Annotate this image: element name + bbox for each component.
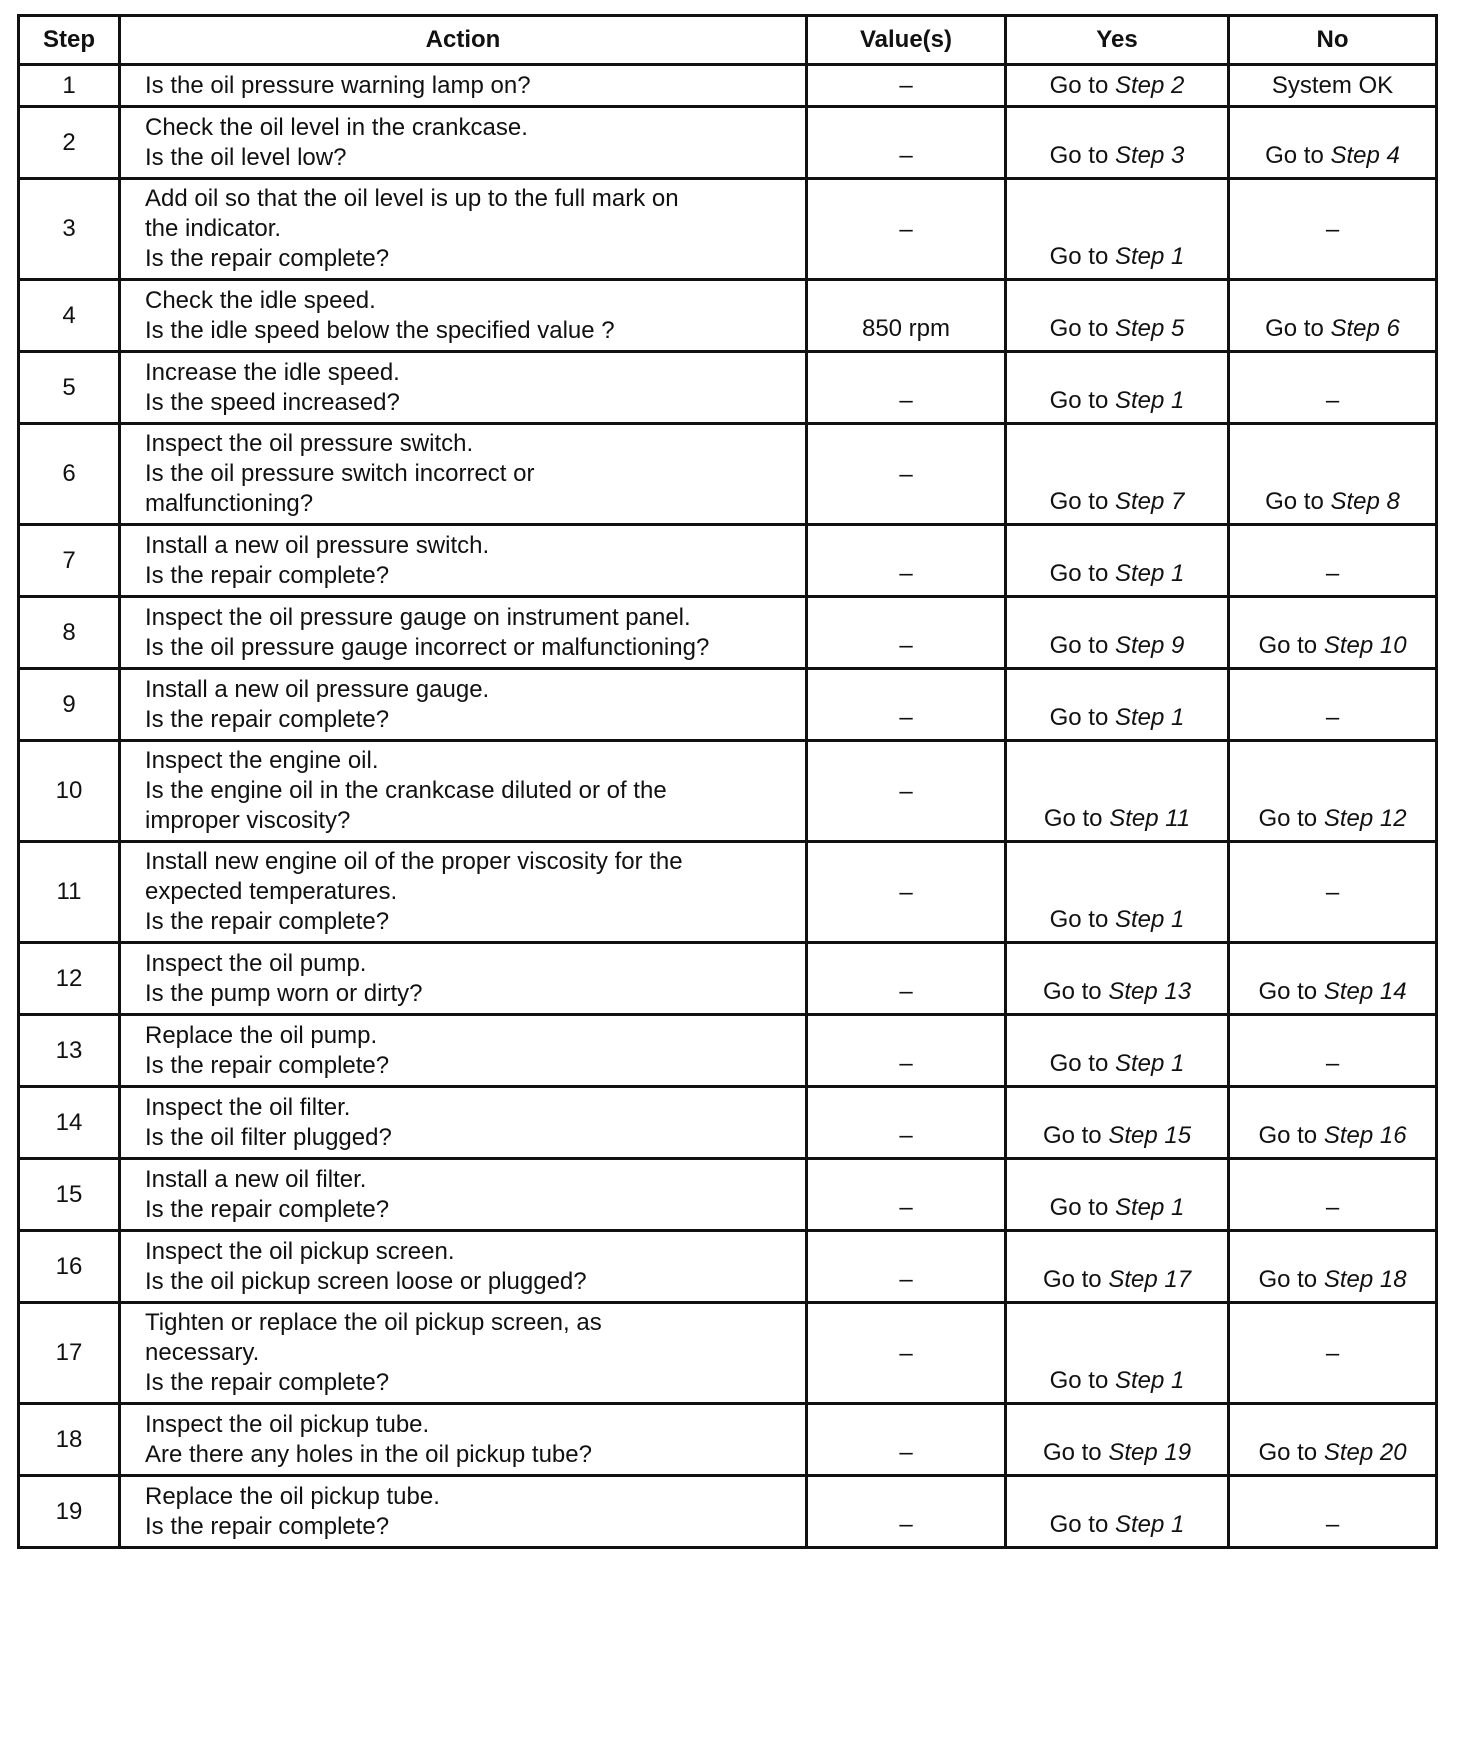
action-cell <box>120 597 807 669</box>
step-number: 3 <box>19 179 120 280</box>
yes-cell: Go to Step 17 <box>1006 1231 1229 1303</box>
step-number: 9 <box>19 669 120 741</box>
action-line: Inspect the oil pressure gauge on instrument panel. <box>145 603 691 631</box>
value-cell: – <box>807 597 1006 669</box>
action-cell <box>120 842 807 943</box>
table-row <box>19 424 1437 525</box>
action-line: Install a new oil pressure gauge. <box>145 675 490 703</box>
no-cell: Go to Step 10 <box>1229 597 1437 669</box>
value-cell: – <box>807 741 1006 842</box>
table-row <box>19 179 1437 280</box>
action-line: improper viscosity? <box>145 807 351 834</box>
step-number: 17 <box>19 1303 120 1404</box>
no-cell: Go to Step 4 <box>1229 107 1437 179</box>
no-cell: – <box>1229 352 1437 424</box>
table-row <box>19 280 1437 352</box>
no-cell: System OK <box>1229 65 1437 107</box>
step-number: 4 <box>19 280 120 352</box>
step-number: 6 <box>19 424 120 525</box>
action-cell <box>120 352 807 424</box>
action-line: Is the oil filter plugged? <box>145 1123 392 1151</box>
action-cell <box>120 741 807 842</box>
action-line: Is the oil pressure warning lamp on? <box>145 71 531 99</box>
action-line: Replace the oil pump. <box>145 1021 378 1049</box>
action-line: Is the repair complete? <box>145 1051 390 1079</box>
table-row <box>19 597 1437 669</box>
value-cell: – <box>807 1231 1006 1303</box>
yes-cell: Go to Step 3 <box>1006 107 1229 179</box>
table-row <box>19 1087 1437 1159</box>
action-line: Install a new oil pressure switch. <box>145 531 490 559</box>
no-cell: Go to Step 14 <box>1229 943 1437 1015</box>
table-row <box>19 1015 1437 1087</box>
table-row <box>19 943 1437 1015</box>
step-number: 8 <box>19 597 120 669</box>
action-line: Is the repair complete? <box>145 1512 390 1540</box>
action-cell <box>120 525 807 597</box>
yes-cell: Go to Step 1 <box>1006 1015 1229 1087</box>
action-line: Inspect the oil pressure switch. <box>145 430 474 457</box>
action-line: expected temperatures. <box>145 878 398 905</box>
value-cell: – <box>807 842 1006 943</box>
no-cell: Go to Step 20 <box>1229 1404 1437 1476</box>
yes-cell: Go to Step 1 <box>1006 1476 1229 1548</box>
no-cell: Go to Step 12 <box>1229 741 1437 842</box>
action-cell <box>120 179 807 280</box>
yes-cell: Go to Step 1 <box>1006 352 1229 424</box>
action-cell <box>120 280 807 352</box>
yes-cell: Go to Step 1 <box>1006 179 1229 280</box>
step-number: 18 <box>19 1404 120 1476</box>
action-line: Inspect the oil pickup screen. <box>145 1237 455 1265</box>
table-row <box>19 1404 1437 1476</box>
step-number: 5 <box>19 352 120 424</box>
action-line: Is the idle speed below the specified value ? <box>145 316 615 344</box>
no-cell: – <box>1229 1015 1437 1087</box>
table-row <box>19 352 1437 424</box>
table-row <box>19 525 1437 597</box>
action-cell <box>120 1303 807 1404</box>
table-body <box>19 65 1437 1548</box>
action-line: Increase the idle speed. <box>145 358 400 386</box>
action-cell <box>120 943 807 1015</box>
action-line: malfunctioning? <box>145 490 314 517</box>
step-number: 15 <box>19 1159 120 1231</box>
diagnostic-table <box>17 14 1438 1549</box>
action-cell <box>120 1159 807 1231</box>
header-no: No <box>1229 16 1437 65</box>
yes-cell: Go to Step 9 <box>1006 597 1229 669</box>
step-number: 1 <box>19 65 120 107</box>
value-cell: – <box>807 1159 1006 1231</box>
header-values: Value(s) <box>807 16 1006 65</box>
action-line: Tighten or replace the oil pickup screen, as <box>145 1309 602 1336</box>
value-cell: – <box>807 1015 1006 1087</box>
header-action: Action <box>120 16 807 65</box>
action-line: Is the engine oil in the crankcase diluted or of the <box>145 777 667 804</box>
yes-cell: Go to Step 1 <box>1006 669 1229 741</box>
step-number: 14 <box>19 1087 120 1159</box>
no-cell: – <box>1229 525 1437 597</box>
action-line: Inspect the engine oil. <box>145 747 379 774</box>
value-cell: – <box>807 525 1006 597</box>
yes-cell: Go to Step 5 <box>1006 280 1229 352</box>
value-cell: – <box>807 669 1006 741</box>
value-cell: – <box>807 1404 1006 1476</box>
action-line: Is the oil pickup screen loose or plugged? <box>145 1267 587 1295</box>
no-cell: Go to Step 8 <box>1229 424 1437 525</box>
action-line: Replace the oil pickup tube. <box>145 1482 440 1510</box>
table-row <box>19 1159 1437 1231</box>
action-line: Install a new oil filter. <box>145 1165 367 1193</box>
step-number: 19 <box>19 1476 120 1548</box>
action-line: Is the repair complete? <box>145 561 390 589</box>
yes-cell: Go to Step 1 <box>1006 1159 1229 1231</box>
header-step: Step <box>19 16 120 65</box>
action-line: Is the oil level low? <box>145 143 347 171</box>
yes-cell: Go to Step 2 <box>1006 65 1229 107</box>
yes-cell: Go to Step 1 <box>1006 842 1229 943</box>
action-cell <box>120 1231 807 1303</box>
action-line: Is the pump worn or dirty? <box>145 979 423 1007</box>
action-cell <box>120 65 807 107</box>
value-cell: 850 rpm <box>807 280 1006 352</box>
header-yes: Yes <box>1006 16 1229 65</box>
table-row <box>19 669 1437 741</box>
action-line: Inspect the oil pickup tube. <box>145 1410 430 1438</box>
action-line: Install new engine oil of the proper viscosity for the <box>145 848 683 875</box>
table-row <box>19 741 1437 842</box>
no-cell: – <box>1229 1303 1437 1404</box>
table-row <box>19 1303 1437 1404</box>
action-cell <box>120 107 807 179</box>
no-cell: Go to Step 18 <box>1229 1231 1437 1303</box>
yes-cell: Go to Step 1 <box>1006 1303 1229 1404</box>
action-line: Is the speed increased? <box>145 388 400 416</box>
action-line: Are there any holes in the oil pickup tube? <box>145 1440 592 1468</box>
table-row <box>19 1231 1437 1303</box>
step-number: 13 <box>19 1015 120 1087</box>
action-line: Check the idle speed. <box>145 286 376 314</box>
step-number: 7 <box>19 525 120 597</box>
no-cell: – <box>1229 179 1437 280</box>
action-line: Add oil so that the oil level is up to the full mark on <box>145 185 679 212</box>
value-cell: – <box>807 1087 1006 1159</box>
yes-cell: Go to Step 13 <box>1006 943 1229 1015</box>
action-line: Is the oil pressure gauge incorrect or malfunctioning? <box>145 633 710 661</box>
value-cell: – <box>807 943 1006 1015</box>
value-cell: – <box>807 1303 1006 1404</box>
action-line: Is the repair complete? <box>145 705 390 733</box>
value-cell: – <box>807 352 1006 424</box>
action-cell <box>120 1087 807 1159</box>
table-row <box>19 107 1437 179</box>
yes-cell: Go to Step 11 <box>1006 741 1229 842</box>
yes-cell: Go to Step 7 <box>1006 424 1229 525</box>
step-number: 11 <box>19 842 120 943</box>
no-cell: – <box>1229 669 1437 741</box>
yes-cell: Go to Step 19 <box>1006 1404 1229 1476</box>
step-number: 16 <box>19 1231 120 1303</box>
step-number: 12 <box>19 943 120 1015</box>
action-cell <box>120 1404 807 1476</box>
action-line: Is the repair complete? <box>145 1195 390 1223</box>
value-cell: – <box>807 179 1006 280</box>
no-cell: – <box>1229 1476 1437 1548</box>
no-cell: – <box>1229 842 1437 943</box>
action-cell <box>120 1015 807 1087</box>
action-cell <box>120 424 807 525</box>
action-line: Inspect the oil filter. <box>145 1093 351 1121</box>
action-line: Is the oil pressure switch incorrect or <box>145 460 535 487</box>
table-row <box>19 842 1437 943</box>
yes-cell: Go to Step 1 <box>1006 525 1229 597</box>
yes-cell: Go to Step 15 <box>1006 1087 1229 1159</box>
action-cell <box>120 669 807 741</box>
no-cell: Go to Step 16 <box>1229 1087 1437 1159</box>
action-line: Is the repair complete? <box>145 245 390 272</box>
no-cell: – <box>1229 1159 1437 1231</box>
action-cell <box>120 1476 807 1548</box>
action-line: Is the repair complete? <box>145 1369 390 1396</box>
action-line: Is the repair complete? <box>145 908 390 935</box>
value-cell: – <box>807 1476 1006 1548</box>
step-number: 10 <box>19 741 120 842</box>
no-cell: Go to Step 6 <box>1229 280 1437 352</box>
action-line: Check the oil level in the crankcase. <box>145 113 528 141</box>
value-cell: – <box>807 65 1006 107</box>
action-line: the indicator. <box>145 215 282 242</box>
table-row <box>19 65 1437 107</box>
step-number: 2 <box>19 107 120 179</box>
table-row <box>19 1476 1437 1548</box>
header-row <box>19 16 1437 65</box>
action-line: necessary. <box>145 1339 260 1366</box>
value-cell: – <box>807 424 1006 525</box>
action-line: Inspect the oil pump. <box>145 949 367 977</box>
value-cell: – <box>807 107 1006 179</box>
